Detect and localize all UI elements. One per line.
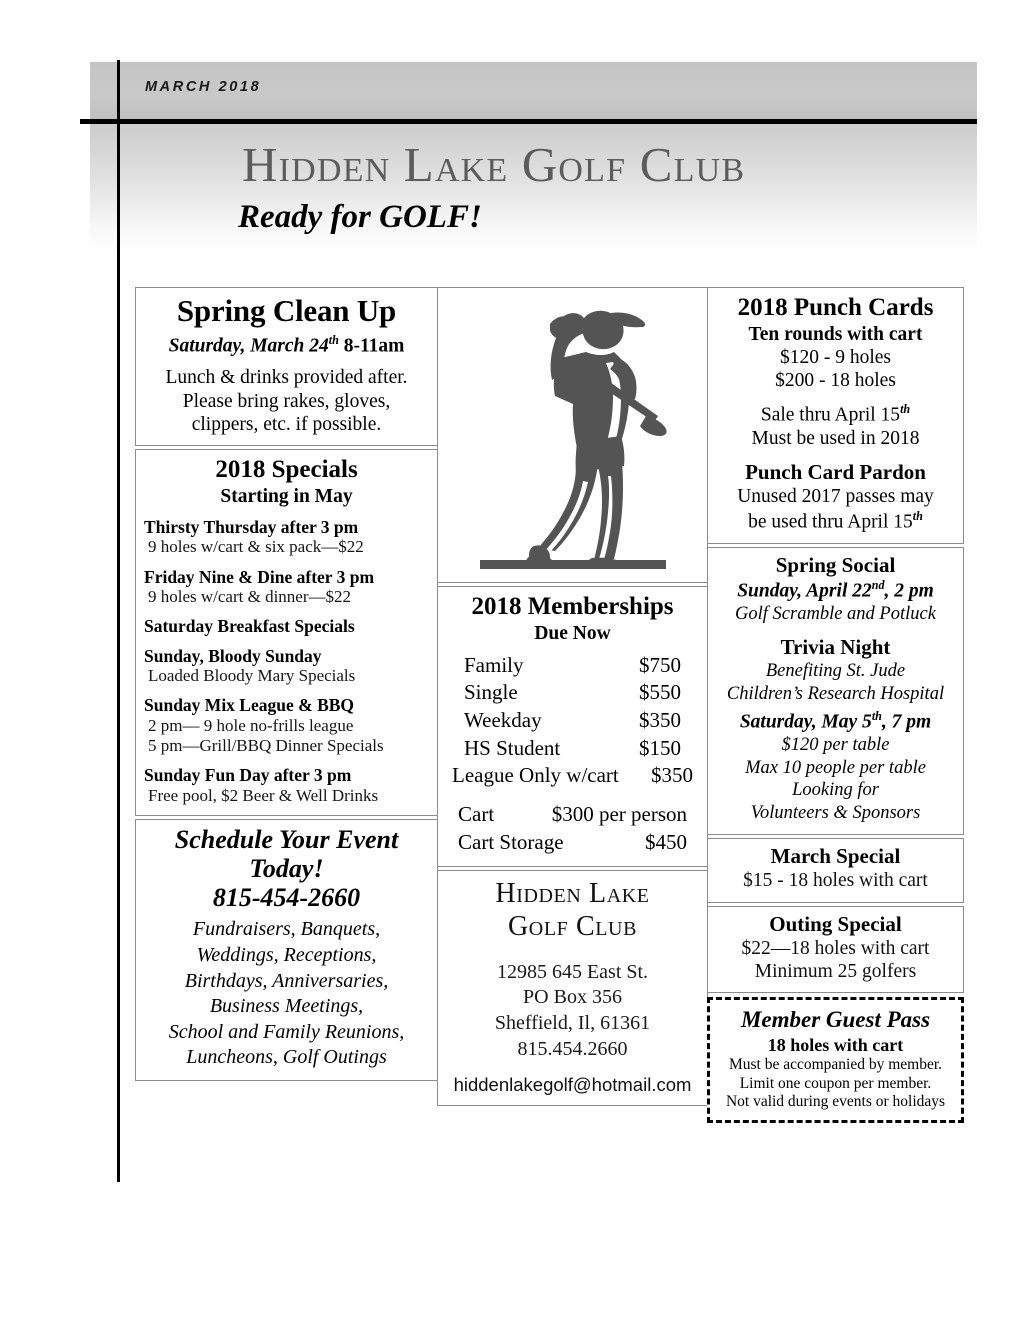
membership-row	[446, 762, 699, 790]
address-line-2: PO Box 356	[523, 986, 622, 1009]
special-item	[144, 695, 429, 756]
spring-cleanup-datetime	[144, 333, 429, 358]
coupon-title: Member Guest Pass	[740, 1007, 931, 1033]
trivia-price: $120 per table	[781, 734, 890, 755]
golfer-silhouette-icon	[478, 294, 668, 574]
schedule-services	[144, 917, 429, 1071]
spring-cleanup-notes	[144, 366, 429, 436]
special-item	[144, 646, 429, 687]
spring-cleanup-title: Spring Clean Up	[176, 293, 397, 328]
coupon-subtitle: 18 holes with cart	[767, 1034, 904, 1055]
specials-subtitle: Starting in May	[220, 485, 353, 507]
contact-phone[interactable]: 815.454.2660	[517, 1037, 628, 1060]
punch-pardon-ordinal: th	[912, 508, 923, 523]
contact-name-line-1: Hidden Lake	[495, 877, 650, 909]
header-vertical-rule	[117, 60, 120, 1182]
punch-pardon-line-1: Unused 2017 passes may	[737, 486, 934, 508]
punch-pardon-title: Punch Card Pardon	[745, 460, 926, 485]
spring-cleanup-note-3: clippers, etc. if possible.	[191, 414, 382, 435]
spring-cleanup-date-ordinal: th	[328, 332, 339, 347]
trivia-datetime	[716, 709, 955, 734]
membership-label: Single	[464, 680, 518, 705]
special-name: Sunday, Bloody Sunday	[144, 645, 322, 666]
member-guest-pass-coupon	[707, 997, 964, 1123]
specials-title: 2018 Specials	[215, 456, 358, 484]
membership-row	[446, 707, 699, 735]
issue-date: MARCH 2018	[145, 79, 262, 95]
spring-social-detail: Golf Scramble and Potluck	[735, 603, 936, 624]
membership-price: $350	[651, 763, 693, 788]
spring-social-title: Spring Social	[775, 553, 896, 578]
trivia-date: Saturday, May 5	[739, 711, 872, 733]
right-column	[707, 287, 964, 1123]
contact-name-line-2: Golf Club	[507, 911, 638, 943]
memberships-subtitle: Due Now	[534, 622, 611, 644]
schedule-title-line-1: Schedule Your Event	[174, 825, 399, 855]
march-special-detail: $15 - 18 holes with cart	[743, 870, 928, 892]
membership-row	[446, 652, 699, 680]
contact-email[interactable]: hiddenlakegolf@hotmail.com	[453, 1074, 692, 1096]
special-detail: 2 pm— 9 hole no-frills league	[148, 715, 354, 735]
schedule-title-line-2: Today!	[249, 853, 324, 883]
cart-storage-label: Cart Storage	[458, 829, 564, 854]
outing-special-box	[707, 906, 964, 994]
membership-price: $750	[639, 652, 681, 677]
punch-price-9: $120 - 9 holes	[779, 346, 892, 368]
service-line: School and Family Reunions,	[168, 1020, 405, 1043]
special-item	[144, 567, 429, 608]
cart-storage-row	[446, 829, 699, 857]
spring-cleanup-time: 8-11am	[343, 335, 405, 357]
service-line: Business Meetings,	[209, 995, 364, 1018]
header-horizontal-rule	[80, 119, 977, 124]
service-line: Birthdays, Anniversaries,	[184, 969, 389, 992]
contact-address	[446, 960, 699, 1062]
address-line-3: Sheffield, Il, 61361	[494, 1011, 651, 1034]
memberships-box	[437, 586, 708, 867]
special-name: Sunday Fun Day after 3 pm	[144, 765, 352, 786]
membership-row	[446, 679, 699, 707]
membership-price: $150	[639, 735, 681, 760]
special-name: Sunday Mix League & BBQ	[144, 695, 355, 716]
march-special-box	[707, 838, 964, 902]
trivia-looking-1: Looking for	[792, 780, 879, 801]
spring-cleanup-box	[135, 287, 438, 446]
special-item	[144, 765, 429, 806]
spring-social-datetime	[716, 578, 955, 603]
special-detail-secondary: 5 pm—Grill/BBQ Dinner Specials	[148, 735, 384, 755]
coupon-fine-1: Must be accompanied by member.	[728, 1056, 943, 1074]
membership-price: $550	[639, 680, 681, 705]
spring-social-date: Sunday, April 22	[737, 580, 872, 602]
cart-storage-price: $450	[645, 829, 687, 854]
trivia-ordinal: th	[871, 708, 882, 723]
contact-box	[437, 870, 708, 1107]
specials-2018-box	[135, 449, 438, 816]
golfer-image-box	[437, 287, 708, 583]
membership-label: Weekday	[464, 707, 542, 732]
outing-special-title: Outing Special	[769, 911, 902, 936]
service-line: Weddings, Receptions,	[196, 943, 377, 966]
special-detail: 9 holes w/cart & six pack—$22	[148, 537, 364, 557]
trivia-benefit-line-2: Children’s Research Hospital	[726, 683, 945, 704]
page-tagline: Ready for GOLF!	[238, 199, 482, 235]
spring-social-ordinal: nd	[871, 578, 885, 593]
coupon-fine-3: Not valid during events or holidays	[725, 1093, 946, 1111]
membership-label: Family	[464, 652, 524, 677]
punch-cards-subtitle: Ten rounds with cart	[748, 323, 923, 345]
page-header	[90, 62, 977, 252]
spring-cleanup-note-2: Please bring rakes, gloves,	[182, 390, 391, 412]
punch-sale-thru-ordinal: th	[900, 402, 911, 417]
punch-pardon-line-2	[716, 509, 955, 534]
spring-cleanup-date: Saturday, March 24	[168, 335, 329, 357]
schedule-event-box	[135, 819, 438, 1081]
special-detail: Loaded Bloody Mary Specials	[148, 665, 356, 685]
membership-label: League Only w/cart	[452, 763, 619, 788]
memberships-title: 2018 Memberships	[471, 593, 674, 620]
punch-must-use: Must be used in 2018	[751, 428, 920, 450]
punch-cards-box	[707, 287, 964, 544]
schedule-phone[interactable]: 815-454-2660	[212, 883, 361, 913]
special-name: Saturday Breakfast Specials	[144, 616, 355, 637]
service-line: Fundraisers, Banquets,	[192, 918, 381, 941]
punch-pardon-line-2-text: be used thru April 15	[748, 511, 913, 533]
punch-cards-title: 2018 Punch Cards	[737, 294, 934, 321]
trivia-night-title: Trivia Night	[780, 634, 891, 659]
special-detail: Free pool, $2 Beer & Well Drinks	[148, 785, 379, 805]
coupon-fine-2: Limit one coupon per member.	[739, 1074, 932, 1092]
punch-sale-thru-text: Sale thru April 15	[760, 404, 901, 426]
trivia-benefit-line-1: Benefiting St. Jude	[765, 660, 906, 681]
address-line-1: 12985 645 East St.	[496, 960, 649, 983]
special-name: Thirsty Thursday after 3 pm	[144, 516, 359, 537]
trivia-max-people: Max 10 people per table	[745, 757, 926, 778]
cart-label: Cart	[458, 802, 495, 827]
trivia-looking-2: Volunteers & Sponsors	[750, 803, 921, 824]
cart-fee-row	[446, 801, 699, 829]
membership-label: HS Student	[464, 735, 561, 760]
cart-price: $300 per person	[551, 802, 687, 827]
march-special-title: March Special	[770, 844, 901, 869]
special-item	[144, 517, 429, 558]
special-detail: 9 holes w/cart & dinner—$22	[148, 586, 352, 606]
punch-sale-thru	[716, 402, 955, 427]
spring-social-time: , 2 pm	[884, 580, 934, 602]
left-column	[135, 287, 438, 1081]
spring-cleanup-note-1: Lunch & drinks provided after.	[165, 367, 408, 389]
service-line: Luncheons, Golf Outings	[186, 1046, 387, 1069]
trivia-time: , 7 pm	[881, 711, 932, 733]
events-box	[707, 547, 964, 835]
punch-price-18: $200 - 18 holes	[775, 370, 896, 392]
middle-column	[437, 287, 708, 1106]
membership-price: $350	[639, 707, 681, 732]
outing-special-detail-2: Minimum 25 golfers	[754, 961, 917, 982]
special-item	[144, 616, 429, 636]
special-name: Friday Nine & Dine after 3 pm	[144, 566, 375, 587]
page-title: Hidden Lake Golf Club	[242, 137, 746, 192]
outing-special-detail-1: $22—18 holes with cart	[741, 937, 930, 959]
membership-row	[446, 735, 699, 763]
